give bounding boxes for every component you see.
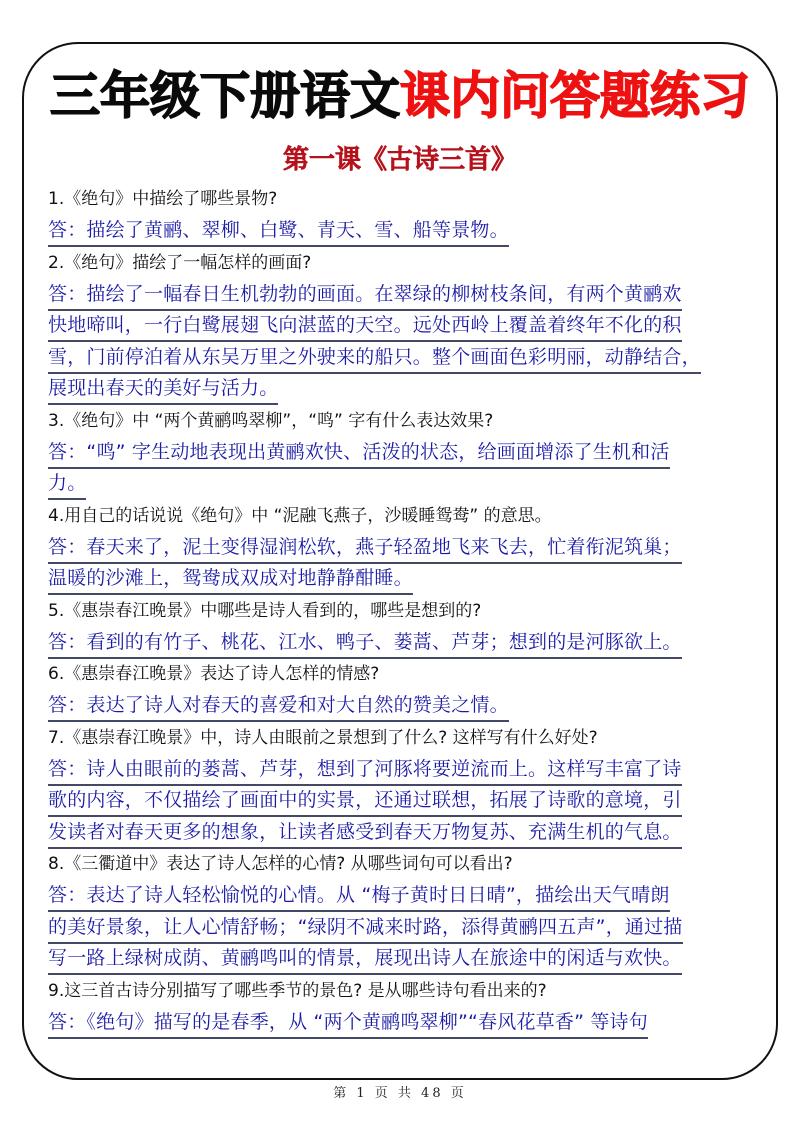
answer-block [48, 690, 753, 722]
title-red-part: 课内问答题练习 [400, 67, 750, 125]
qa-item [48, 500, 753, 595]
page-footer: 第 1 页 共 48 页 [333, 1086, 467, 1101]
qa-item [48, 722, 753, 849]
qa-item [48, 183, 753, 247]
answer-line: 写一路上绿树成荫、黄鹂鸣叫的情景，展现出诗人在旅途中的闲适与欢快。 [48, 944, 682, 975]
question-text: 1.《绝句》中描绘了哪些景物? [48, 189, 278, 209]
answer-block [48, 627, 753, 659]
answer-block [48, 279, 753, 405]
answer-line: 答：诗人由眼前的蒌蒿、芦芽，想到了河豚将要逆流而上。这样写丰富了诗 [48, 755, 682, 786]
answer-line: 的美好景象，让人心情舒畅；“绿阴不减来时路，添得黄鹂四五声”，通过描 [48, 913, 683, 944]
answer-block [48, 437, 753, 500]
qa-item [48, 848, 753, 975]
answer-line: 答：春天来了，泥土变得湿润松软，燕子轻盈地飞来飞去，忙着衔泥筑巢； [48, 533, 682, 564]
answer-block [48, 880, 753, 975]
answer-line: 答：看到的有竹子、桃花、江水、鸭子、蒌蒿、芦芽；想到的是河豚欲上。 [48, 628, 682, 659]
answer-line: 温暖的沙滩上，鸳鸯成双成对地静静酣睡。 [48, 564, 413, 595]
answer-line: 答：表达了诗人对春天的喜爱和对大自然的赞美之情。 [48, 691, 509, 722]
title-black-part: 三年级下册语文 [50, 67, 400, 125]
lesson-title: 第一课《古诗三首》 [282, 145, 517, 175]
question-text: 9.这三首古诗分别描写了哪些季节的景色? 是从哪些诗句看出来的? [48, 980, 547, 1001]
question-text: 2.《绝句》描绘了一幅怎样的画面? [48, 252, 312, 273]
answer-block [48, 754, 753, 849]
qa-item [48, 975, 753, 1039]
answer-line: 答：描绘了一幅春日生机勃勃的画面。在翠绿的柳树枝条间，有两个黄鹂欢 [48, 280, 682, 311]
question-text: 8.《三衢道中》表达了诗人怎样的心情? 从哪些词句可以看出? [48, 854, 513, 874]
answer-line: 答：“鸣” 字生动地表现出黄鹂欢快、活泼的状态，给画面增添了生机和活 [48, 438, 670, 469]
answer-block [48, 532, 753, 595]
answer-line: 答：表达了诗人轻松愉悦的心情。从 “梅子黄时日日晴”，描绘出天气晴朗 [48, 881, 670, 912]
answer-block [48, 1007, 753, 1039]
answer-line: 发读者对春天更多的想象，让读者感受到春天万物复苏、充满生机的气息。 [48, 818, 682, 849]
question-text: 5.《惠崇春江晚景》中哪些是诗人看到的，哪些是想到的? [48, 600, 482, 621]
answer-line: 歌的内容，不仅描绘了画面中的实景，还通过联想，拓展了诗歌的意境，引 [48, 786, 682, 817]
qa-list [48, 183, 753, 1038]
answer-line: 答：《绝句》描写的是春季，从 “两个黄鹂鸣翠柳”“春风花草香” 等诗句 [48, 1008, 648, 1039]
answer-block [48, 215, 753, 247]
answer-line: 展现出春天的美好与活力。 [48, 374, 278, 405]
question-text: 7.《惠崇春江晚景》中，诗人由眼前之景想到了什么? 这样写有什么好处? [48, 727, 598, 748]
qa-item [48, 595, 753, 659]
answer-line: 雪，门前停泊着从东吴万里之外驶来的船只。整个画面色彩明丽，动静结合， [48, 343, 701, 374]
qa-item [48, 405, 753, 500]
question-text: 6.《惠崇春江晚景》表达了诗人怎样的情感? [48, 664, 380, 684]
page-title [0, 66, 800, 126]
qa-item [48, 247, 753, 405]
answer-line: 力。 [48, 469, 86, 500]
qa-item [48, 658, 753, 722]
answer-line: 答：描绘了黄鹂、翠柳、白鹭、青天、雪、船等景物。 [48, 216, 509, 247]
question-text: 4.用自己的话说说《绝句》中 “泥融飞燕子，沙暖睡鸳鸯” 的意思。 [48, 505, 552, 526]
answer-line: 快地啼叫，一行白鹭展翅飞向湛蓝的天空。远处西岭上覆盖着终年不化的积 [48, 311, 682, 342]
question-text: 3.《绝句》中 “两个黄鹂鸣翠柳”，“鸣” 字有什么表达效果? [48, 410, 494, 431]
